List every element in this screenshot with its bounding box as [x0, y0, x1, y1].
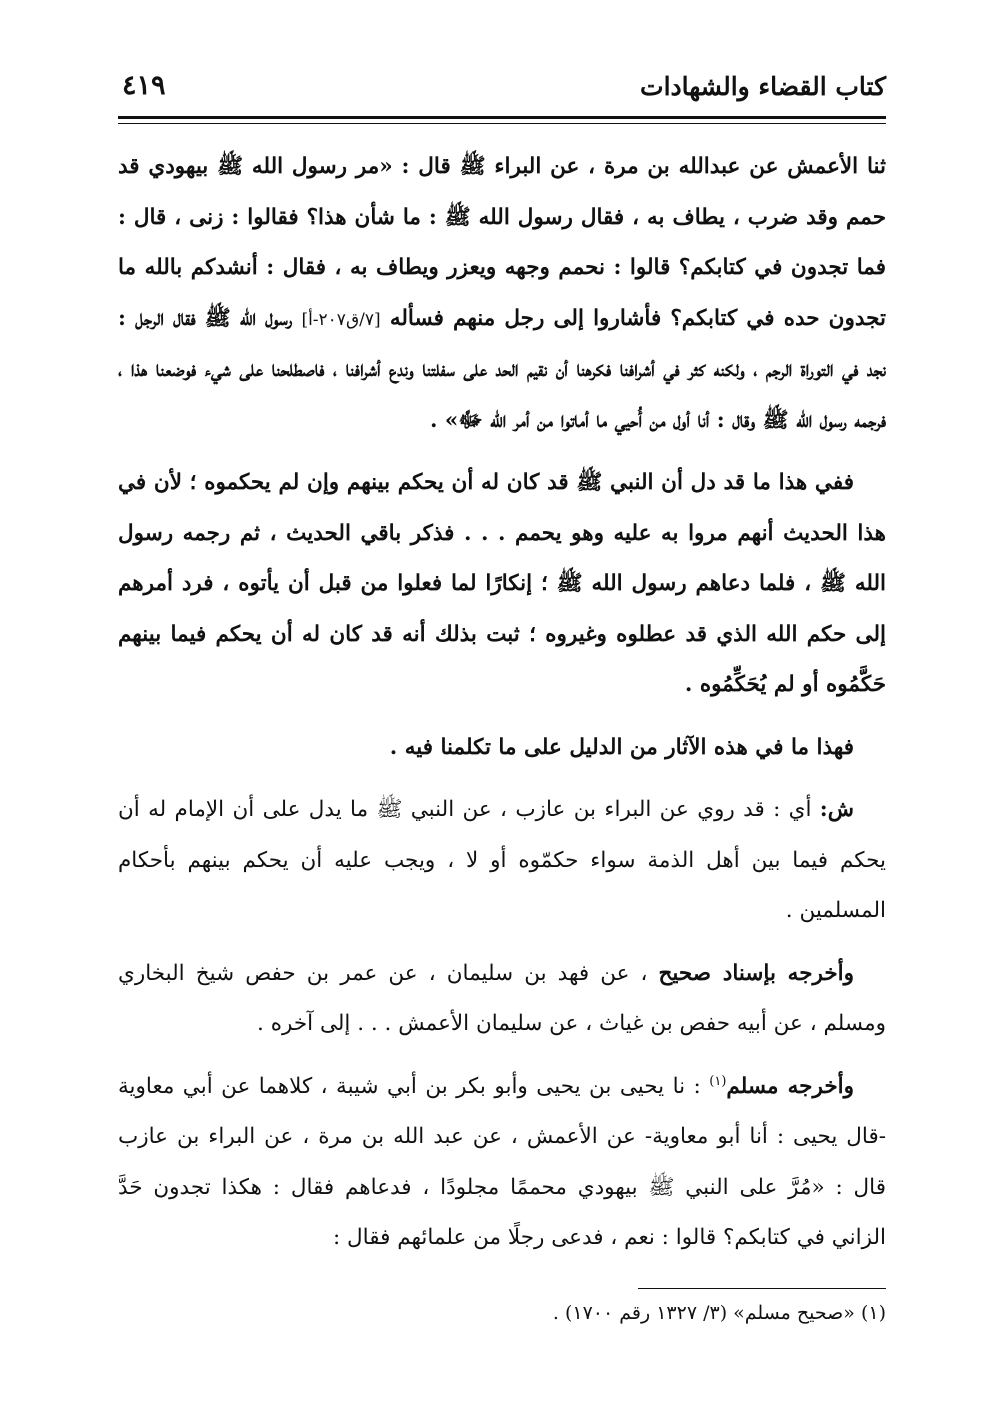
conclusion-paragraph: فهذا ما في هذه الآثار من الدليل على ما تكلمنا فيه .	[389, 734, 854, 760]
muslim-lead: وأخرجه مسلم	[726, 1073, 854, 1099]
footnote-separator	[638, 1288, 886, 1289]
explanation-text: أي : قد روي عن البراء بن عازب ، عن النبي ﷺ ما يدل على أن الإمام له أن يحكم فيما بين أهل الذمة سواء حكمّوه أو لا ، ويجب عليه أن يحكم بينهم بأحكام المسلمين .	[118, 797, 886, 923]
header-rule-thin	[118, 123, 886, 124]
main-text	[118, 142, 886, 1276]
muslim-text: : نا يحيى بن يحيى وأبو بكر بن أبي شيبة ، كلاهما عن أبي معاوية -قال يحيى : أنا أبو معاوية- عن الأعمش ، عن عبد الله بن مرة ، عن البراء بن عازب قال : «مُرَّ على النبي ﷺ بيهودي محممًا مجلودًا ، فدعاهم فقال : هكذا تجدون حَدَّ الزاني في كتابكم؟ قالوا : نعم ، فدعى رجلًا من علمائهم فقال :	[118, 1073, 886, 1250]
hadith-text-start: ثنا الأعمش عن عبدالله بن مرة ، عن البراء ﷺ قال : «مر رسول الله ﷺ بيهودي قد حمم وقد ضرب ، يطاف به ، فقال رسول الله ﷺ : ما شأن هذا؟ فقالوا : زنى ، قال : فما تجدون في كتابكم؟ قالوا : نحمم وجهه ويعزر ويطاف به ، فقال : أنشدكم بالله ما تجدون حده في كتابكم؟ فأشاروا إلى رجل منهم فسأله	[118, 154, 886, 331]
explanation-marker: ش:	[819, 797, 854, 822]
hadith-paragraph	[118, 142, 886, 446]
isnad-text: ، عن فهد بن سليمان ، عن عمر بن حفص شيخ البخاري ومسلم ، عن أبيه حفص بن غياث ، عن سليمان الأعمش . . . إلى آخره .	[118, 960, 886, 1036]
explanation-paragraph	[118, 785, 886, 937]
footnote-marker: (١)	[709, 1073, 727, 1089]
page-header	[118, 58, 886, 120]
header-rule-thick	[118, 116, 886, 119]
manuscript-reference: [٧/ق٢٠٧-أ]	[301, 309, 381, 330]
muslim-paragraph	[118, 1062, 886, 1264]
isnad-paragraph	[118, 949, 886, 1050]
chapter-title: كتاب القضاء والشهادات	[640, 72, 886, 101]
page-number: ٤١٩	[122, 70, 166, 101]
isnad-lead: وأخرجه بإسناد صحيح	[658, 960, 854, 986]
commentary-paragraph: ففي هذا ما قد دل أن النبي ﷺ قد كان له أن يحكم بينهم وإن لم يحكموه ؛ لأن في هذا الحديث أنهم مروا به عليه وهو يحمم . . . فذكر باقي الحديث ، ثم رجمه رسول الله ﷺ ، فلما دعاهم رسول الله ﷺ ؛ إنكارًا لما فعلوا من قبل أن يأتوه ، فرد أمرهم إلى حكم الله الذي قد عطلوه وغيروه ؛ ثبت بذلك أنه قد كان له أن يحكم فيما بينهم حَكَّمُوه أو لم يُحَكِّمُوه .	[118, 470, 886, 697]
footnote: (١) «صحيح مسلم» (٣/ ١٣٢٧ رقم ١٧٠٠) .	[552, 1302, 886, 1324]
book-page	[118, 58, 886, 1358]
hadith-text-end: رسول الله ﷺ فقال الرجل : نجد في التوراة الرجم ، ولكنه كثر في أشرافنا فكرهنا أن نقيم الحد على سفلتنا وندع أشرافنا ، فاصطلحنا على شيء فوضعنا هذا ، فرجمه رسول الله ﷺ وقال : أنا أول من أُحيي ما أماتوا من أمر الله ﷻ» .	[118, 305, 886, 433]
